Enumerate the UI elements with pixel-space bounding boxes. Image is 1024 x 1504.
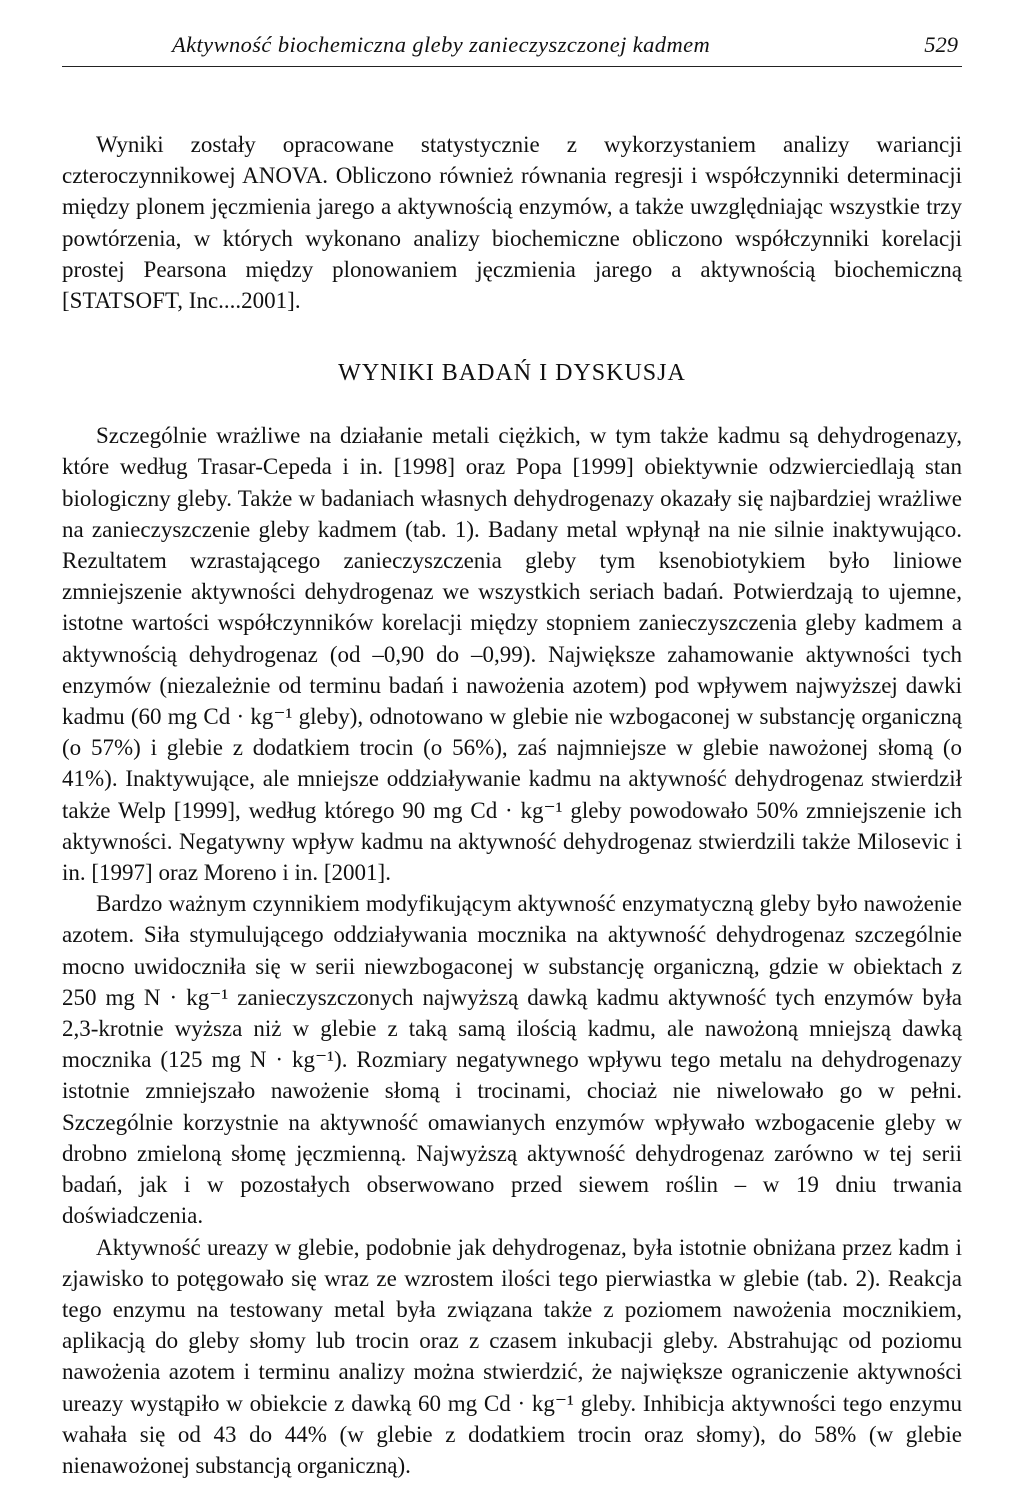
intro-paragraph: Wyniki zostały opracowane statystycznie z wykorzystaniem analizy wariancji czteroczynnikowej ANOVA. Obliczono również równania regresji i współczynniki determinacji między plonem jęczmienia jarego a aktywnością enzymów, a także uwzględniając wszystkie trzy powtórzenia, w których wykonano analizy biochemiczne obliczono współczynniki korelacji prostej Pearsona między plonowaniem jęczmienia jarego a aktywnością biochemiczną [STATSOFT, Inc....2001]. [62, 132, 962, 314]
running-title: Aktywność biochemiczna gleby zanieczyszczonej kadmem [172, 32, 711, 57]
article-body [62, 129, 962, 1481]
page-number: 529 [924, 32, 958, 57]
section-heading: WYNIKI BADAŃ I DYSKUSJA [338, 360, 686, 387]
running-header [62, 26, 962, 67]
results-paragraph-3: Aktywność ureazy w glebie, podobnie jak dehydrogenaz, była istotnie obniżana przez kadm i zjawisko to potęgowało się wraz ze wzrostem ilości tego pierwiastka w glebie (tab. 2). Reakcja tego enzymu na testowany metal była związana także z poziomem nawożenia mocznikiem, aplikacją do gleby słomy lub trocin oraz z czasem inkubacji gleby. Abstrahując od poziomu nawożenia azotem i terminu analizy można stwierdzić, że największe ograniczenie aktywności ureazy wystąpiło w obiekcie z dawką 60 mg Cd · kg⁻¹ gleby. Inhibicja aktywności tego enzymu wahała się od 43 do 44% (w glebie z dodatkiem trocin oraz słomy), do 58% (w glebie nienawożonej substancją organiczną). [62, 1234, 962, 1478]
results-paragraph-1: Szczególnie wrażliwe na działanie metali ciężkich, w tym także kadmu są dehydrogenazy, które według Trasar-Cepeda i in. [1998] oraz Popa [1999] obiektywnie odzwierciedlają stan biologiczny gleby. Także w badaniach własnych dehydrogenazy okazały się najbardziej wrażliwe na zanieczyszczenie gleby kadmem (tab. 1). Badany metal wpłynął na nie silnie inaktywująco. Rezultatem wzrastającego zanieczyszczenia gleby tym ksenobiotykiem było liniowe zmniejszenie aktywności dehydrogenaz we wszystkich seriach badań. Potwierdzają to ujemne, istotne wartości współczynników korelacji między stopniem zanieczyszczenia gleby kadmem a aktywnością dehydrogenaz (od –0,90 do –0,99). Największe zahamowanie aktywności tych enzymów (niezależnie od terminu badań i nawożenia azotem) pod wpływem najwyższej dawki kadmu (60 mg Cd · kg⁻¹ gleby), odnotowano w glebie nie wzbogaconej w substancję organiczną (o 57%) i glebie z dodatkiem trocin (o 56%), zaś najmniejsze w glebie nawożonej słomą (o 41%). Inaktywujące, ale mniejsze oddziaływanie kadmu na aktywność dehydrogenaz stwierdził także Welp [1999], według którego 90 mg Cd · kg⁻¹ gleby powodowało 50% zmniejszenie ich aktywności. Negatywny wpływ kadmu na aktywność dehydrogenaz stwierdzili także Milosevic i in. [1997] oraz Moreno i in. [2001]. [62, 423, 962, 886]
results-paragraph-2: Bardzo ważnym czynnikiem modyfikującym aktywność enzymatyczną gleby było nawożenie azotem. Siła stymulującego oddziaływania mocznika na aktywność dehydrogenaz szczególnie mocno uwidoczniła się w serii niewzbogaconej w substancję organiczną, gdzie w obiektach z 250 mg N · kg⁻¹ zanieczyszczonych najwyższą dawką kadmu aktywność tych enzymów była 2,3-krotnie wyższa niż w glebie z taką samą ilością kadmu, ale nawożoną mniejszą dawką mocznika (125 mg N · kg⁻¹). Rozmiary negatywnego wpływu tego metalu na dehydrogenazy istotnie zmniejszało nawożenie słomą i trocinami, chociaż nie niwelowało go w pełni. Szczególnie korzystnie na aktywność omawianych enzymów wpływało wzbogacenie gleby w drobno zmieloną słomę jęczmienną. Najwyższą aktywność dehydrogenaz zarówno w tej serii badań, jak i w pozostałych obserwowano przed siewem roślin – w 19 dniu trwania doświadczenia. [62, 891, 962, 1229]
